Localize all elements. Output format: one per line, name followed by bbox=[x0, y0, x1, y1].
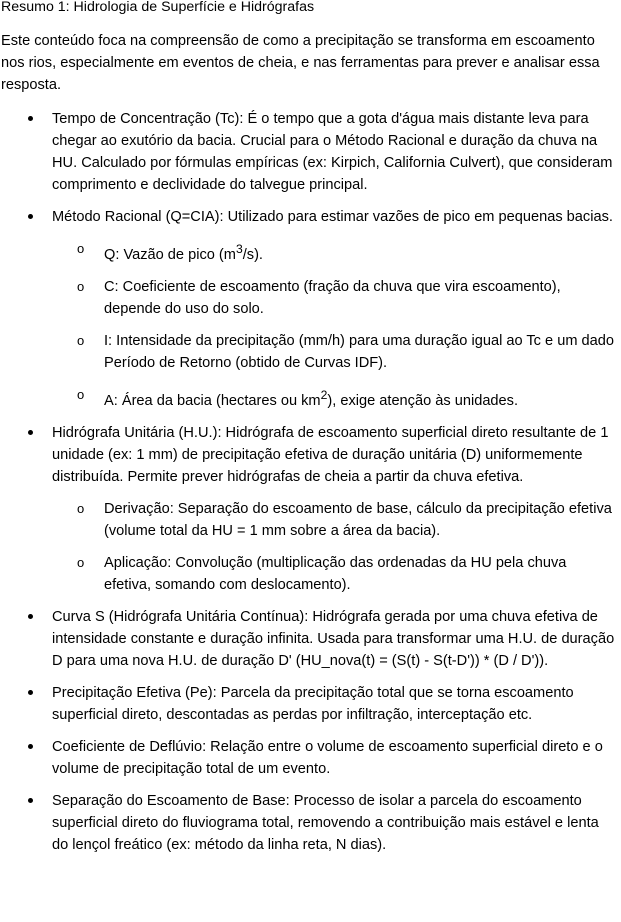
sub-text: C: Coeficiente de escoamento (fração da chuva que vira escoamento), depende do uso do solo. bbox=[104, 278, 561, 317]
sub-text: Aplicação: Convolução (multiplicação das ordenadas da HU pela chuva efetiva, somando com deslocamento). bbox=[104, 554, 567, 593]
bullet-item-curva-s bbox=[1, 606, 621, 672]
sub-item-i bbox=[50, 330, 615, 374]
bullet-item-separacao-escoamento bbox=[1, 790, 621, 856]
bullet-item-coeficiente-defluvio bbox=[1, 736, 621, 780]
intro-paragraph: Este conteúdo foca na compreensão de como a precipitação se transforma em escoamento nos rios, especialmente em eventos de cheia, e nas ferramentas para prever e analisar essa resposta. bbox=[1, 33, 600, 93]
sub-item-c bbox=[50, 276, 615, 320]
bullet-text: Coeficiente de Deflúvio: Relação entre o volume de escoamento superficial direto e o volume de precipitação total de um evento. bbox=[52, 738, 603, 777]
sub-text: A: Área da bacia (hectares ou km bbox=[104, 392, 321, 409]
bullet-item-precipitacao-efetiva bbox=[1, 682, 621, 726]
sub-text: I: Intensidade da precipitação (mm/h) para uma duração igual ao Tc e um dado Período de Retorno (obtido de Curvas IDF). bbox=[104, 332, 614, 371]
bullet-text: Tempo de Concentração (Tc): É o tempo que a gota d'água mais distante leva para chegar ao exutório da bacia. Crucial para o Método Racional e duração da chuva na HU. Calculado por fórmulas empíricas (ex: Kirpich, California Culvert), que consideram comprimento e declividade do talvegue principal. bbox=[52, 111, 613, 193]
bullet-text: Precipitação Efetiva (Pe): Parcela da precipitação total que se torna escoamento superficial direto, descontadas as perdas por infiltração, interceptação etc. bbox=[52, 684, 574, 723]
sub-text: ), exige atenção às unidades. bbox=[327, 392, 519, 409]
bullet-list bbox=[1, 108, 621, 856]
sub-item-a bbox=[50, 384, 615, 412]
sub-text: /s). bbox=[242, 246, 263, 263]
bullet-item-hidrografa-unitaria bbox=[1, 422, 621, 596]
bullet-text: Separação do Escoamento de Base: Processo de isolar a parcela do escoamento superficial direto do fluviograma total, removendo a contribuição mais estável e lenta do lençol freático (ex: método da linha reta, N dias). bbox=[52, 792, 599, 853]
document-title: Resumo 1: Hidrologia de Superfície e Hidrógrafas bbox=[1, 0, 315, 15]
superscript: 2 bbox=[320, 387, 328, 402]
sub-list bbox=[50, 498, 615, 596]
sub-list bbox=[50, 238, 615, 412]
sub-item-q bbox=[50, 238, 615, 266]
bullet-text: Método Racional (Q=CIA): Utilizado para estimar vazões de pico em pequenas bacias. bbox=[52, 209, 613, 225]
sub-text: Derivação: Separação do escoamento de base, cálculo da precipitação efetiva (volume total da HU = 1 mm sobre a área da bacia). bbox=[104, 500, 612, 539]
bullet-item-tempo-concentracao bbox=[1, 108, 621, 196]
sub-item-derivacao bbox=[50, 498, 615, 542]
bullet-text: Curva S (Hidrógrafa Unitária Contínua): Hidrógrafa gerada por uma chuva efetiva de intensidade constante e duração infinita. Usada para transformar uma H.U. de duração D para uma nova H.U. de duração D' (HU_nova(t) = (S(t) - S(t-D')) * (D / D')). bbox=[52, 608, 615, 669]
superscript: 3 bbox=[235, 242, 243, 256]
sub-item-aplicacao bbox=[50, 552, 615, 596]
bullet-item-metodo-racional bbox=[1, 206, 621, 412]
sub-text: Q: Vazão de pico (m bbox=[104, 246, 236, 263]
bullet-text: Hidrógrafa Unitária (H.U.): Hidrógrafa de escoamento superficial direto resultante de 1 unidade (ex: 1 mm) de precipitação efetiva de duração unitária (D) uniformemente distribuída. Permite prever hidrógrafas de cheia a partir da chuva efetiva. bbox=[52, 424, 609, 485]
